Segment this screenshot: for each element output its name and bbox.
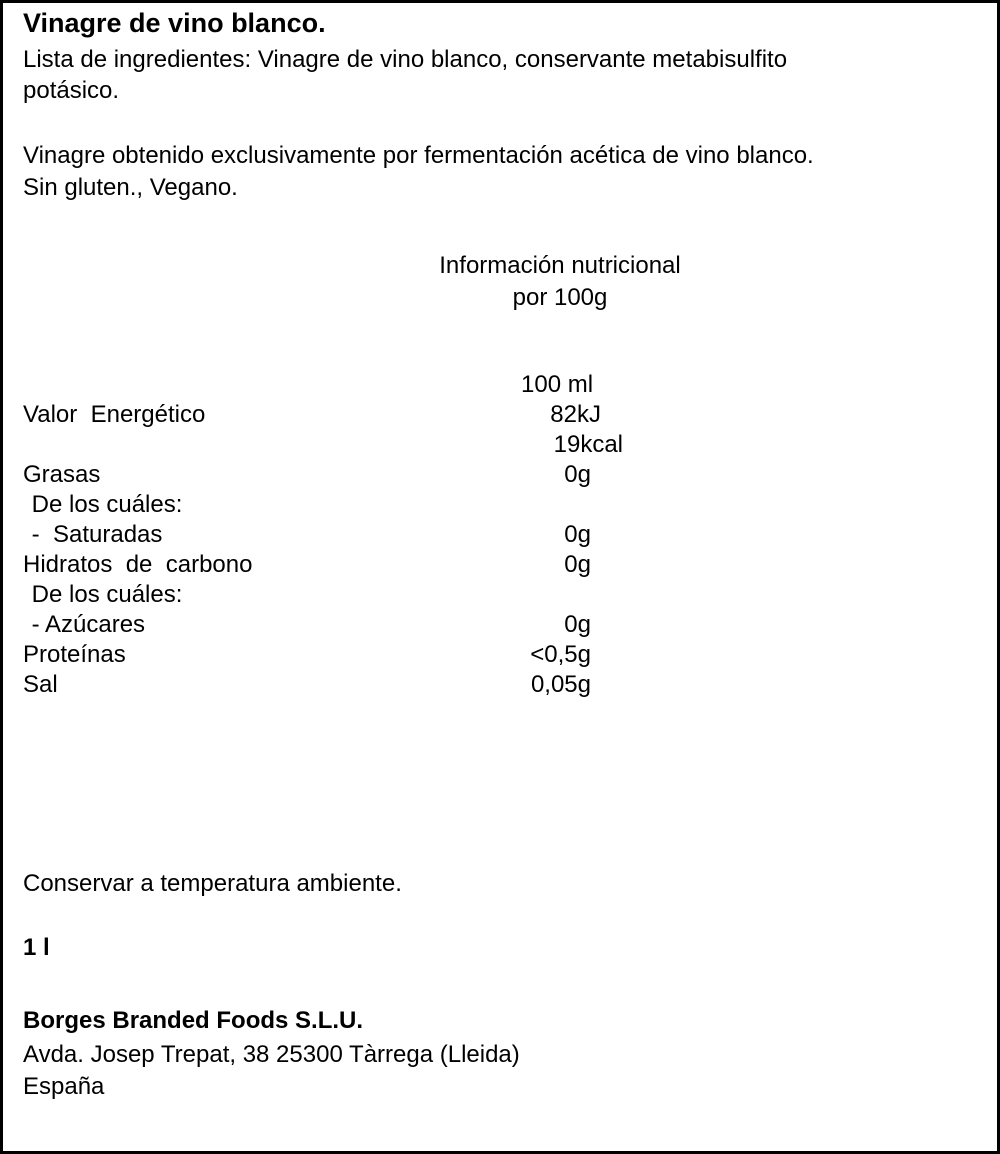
nutrition-row-value: 0g (564, 461, 591, 488)
nutrition-row-label: De los cuáles: (25, 581, 183, 608)
ingredients-line-2: potásico. (23, 77, 120, 104)
nutrition-row-label: - Saturadas (25, 521, 163, 548)
manufacturer-name: Borges Branded Foods S.L.U. (23, 1007, 364, 1034)
nutrition-heading: Información nutricional (439, 252, 681, 279)
manufacturer-address: Avda. Josep Trepat, 38 25300 Tàrrega (Lleida) (23, 1041, 520, 1068)
nutrition-row-label: - Azúcares (25, 611, 146, 638)
nutrition-row-label: De los cuáles: (25, 491, 183, 518)
nutrition-row-label: Proteínas (23, 641, 126, 668)
nutrition-per: por 100g (512, 284, 608, 311)
ingredients-line-1: Lista de ingredientes: Vinagre de vino blanco, conservante metabisulfito (23, 46, 788, 73)
nutrition-row-value: 0g (564, 521, 591, 548)
nutrition-row-value: 19kcal (553, 431, 623, 458)
nutrition-row-label: Grasas (23, 461, 101, 488)
product-claims: Sin gluten., Vegano. (23, 174, 238, 201)
net-volume: 1 l (23, 934, 50, 961)
product-description: Vinagre obtenido exclusivamente por fermentación acética de vino blanco. (23, 142, 814, 169)
nutrition-row-label: Valor Energético (23, 401, 206, 428)
nutrition-row-label: Sal (23, 671, 58, 698)
product-title: Vinagre de vino blanco. (23, 8, 326, 38)
storage-instructions: Conservar a temperatura ambiente. (23, 870, 402, 897)
nutrition-column-header: 100 ml (521, 371, 594, 398)
nutrition-row-value: 0,05g (530, 671, 591, 698)
manufacturer-country: España (23, 1073, 105, 1100)
nutrition-row-value: 0g (564, 551, 591, 578)
nutrition-row-value: <0,5g (530, 641, 591, 668)
nutrition-row-value: 82kJ (550, 401, 601, 428)
nutrition-row-label: Hidratos de carbono (23, 551, 253, 578)
nutrition-row-value: 0g (564, 611, 591, 638)
